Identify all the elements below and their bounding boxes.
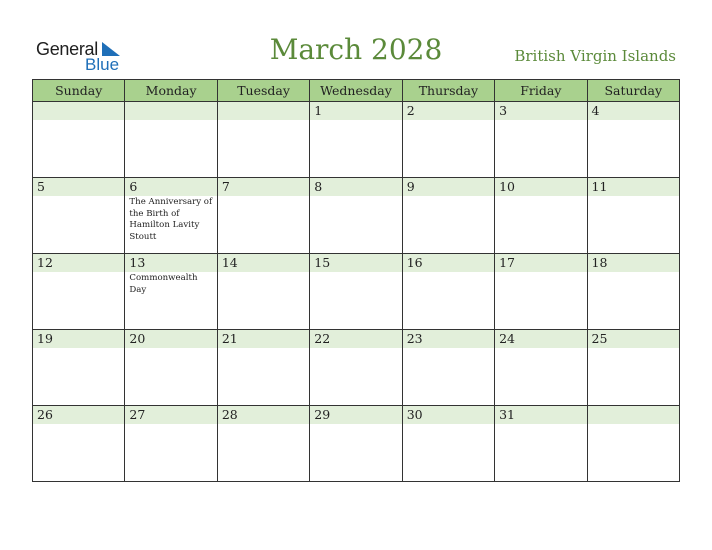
day-cell <box>495 102 587 178</box>
week-row <box>33 254 680 330</box>
day-number: 14 <box>218 254 309 272</box>
holiday-label <box>33 196 124 197</box>
calendar-grid <box>32 79 680 482</box>
day-cell <box>402 406 494 482</box>
holiday-label <box>310 424 401 425</box>
holiday-label <box>588 424 679 425</box>
day-number: 2 <box>403 102 494 120</box>
weekday-header-row <box>33 80 680 102</box>
day-cell <box>587 330 679 406</box>
day-number: 8 <box>310 178 401 196</box>
day-number: 9 <box>403 178 494 196</box>
holiday-label <box>218 196 309 197</box>
holiday-label <box>495 348 586 349</box>
holiday-label <box>33 120 124 121</box>
day-number: 15 <box>310 254 401 272</box>
day-cell <box>33 406 125 482</box>
holiday-label <box>310 196 401 197</box>
holiday-label <box>495 120 586 121</box>
region-label: British Virgin Islands <box>514 47 676 65</box>
holiday-label <box>218 348 309 349</box>
holiday-label <box>403 424 494 425</box>
logo-triangle-icon <box>100 42 120 56</box>
holiday-label <box>403 120 494 121</box>
day-cell <box>495 330 587 406</box>
day-number: 1 <box>310 102 401 120</box>
logo-text-general: General <box>36 39 98 59</box>
holiday-label <box>495 272 586 273</box>
day-number: 30 <box>403 406 494 424</box>
holiday-label <box>310 120 401 121</box>
day-cell <box>310 102 402 178</box>
holiday-label <box>310 272 401 273</box>
day-cell <box>217 330 309 406</box>
day-number: 27 <box>125 406 216 424</box>
holiday-label <box>403 348 494 349</box>
day-cell <box>402 178 494 254</box>
day-cell <box>33 178 125 254</box>
holiday-label <box>33 424 124 425</box>
day-cell <box>125 406 217 482</box>
holiday-label <box>403 196 494 197</box>
weekday-header-tuesday: Tuesday <box>217 80 309 102</box>
day-number: 18 <box>588 254 679 272</box>
holiday-label: Commonwealth Day <box>129 273 198 295</box>
day-cell <box>217 254 309 330</box>
page-title: March 2028 <box>269 33 443 66</box>
day-number <box>588 406 679 424</box>
week-row <box>33 406 680 482</box>
day-number: 17 <box>495 254 586 272</box>
weekday-header-saturday: Saturday <box>587 80 679 102</box>
day-number: 24 <box>495 330 586 348</box>
day-number: 21 <box>218 330 309 348</box>
day-cell <box>587 254 679 330</box>
day-number: 26 <box>33 406 124 424</box>
holiday-label: The Anniversary of the Birth of Hamilton Lavity Stoutt <box>129 197 213 242</box>
day-number: 7 <box>218 178 309 196</box>
day-cell <box>495 178 587 254</box>
day-number: 5 <box>33 178 124 196</box>
day-cell <box>217 406 309 482</box>
holiday-label <box>125 348 216 349</box>
day-number <box>125 102 216 120</box>
day-cell <box>495 406 587 482</box>
day-number: 12 <box>33 254 124 272</box>
day-cell <box>587 178 679 254</box>
weekday-header-wednesday: Wednesday <box>310 80 402 102</box>
day-number: 31 <box>495 406 586 424</box>
day-number: 28 <box>218 406 309 424</box>
day-number: 19 <box>33 330 124 348</box>
holiday-label <box>125 424 216 425</box>
day-cell <box>587 102 679 178</box>
day-cell <box>125 330 217 406</box>
week-row <box>33 330 680 406</box>
logo-text-blue: Blue <box>85 55 120 74</box>
day-cell <box>217 102 309 178</box>
day-cell <box>310 330 402 406</box>
holiday-label <box>588 120 679 121</box>
day-cell <box>310 406 402 482</box>
holiday-label <box>495 424 586 425</box>
holiday-label <box>33 348 124 349</box>
day-number: 22 <box>310 330 401 348</box>
holiday-label <box>495 196 586 197</box>
day-number <box>218 102 309 120</box>
day-cell <box>125 254 217 330</box>
holiday-label <box>125 120 216 121</box>
day-number: 20 <box>125 330 216 348</box>
weekday-header-friday: Friday <box>495 80 587 102</box>
day-cell <box>495 254 587 330</box>
holiday-label <box>403 272 494 273</box>
day-number: 3 <box>495 102 586 120</box>
day-cell <box>310 254 402 330</box>
day-cell <box>125 102 217 178</box>
day-number: 6 <box>125 178 216 196</box>
holiday-label <box>33 272 124 273</box>
day-number: 13 <box>125 254 216 272</box>
holiday-label <box>310 348 401 349</box>
day-number: 16 <box>403 254 494 272</box>
weekday-header-sunday: Sunday <box>33 80 125 102</box>
day-cell <box>402 330 494 406</box>
weekday-header-thursday: Thursday <box>402 80 494 102</box>
day-cell <box>33 254 125 330</box>
week-row <box>33 178 680 254</box>
holiday-label <box>218 424 309 425</box>
holiday-label <box>588 196 679 197</box>
holiday-label <box>588 272 679 273</box>
day-cell <box>587 406 679 482</box>
day-cell <box>33 330 125 406</box>
day-cell <box>402 254 494 330</box>
weekday-header-monday: Monday <box>125 80 217 102</box>
day-number: 25 <box>588 330 679 348</box>
holiday-label <box>588 348 679 349</box>
week-row <box>33 102 680 178</box>
holiday-label <box>218 120 309 121</box>
day-cell <box>125 178 217 254</box>
day-number: 10 <box>495 178 586 196</box>
day-number: 4 <box>588 102 679 120</box>
day-number: 11 <box>588 178 679 196</box>
holiday-label <box>218 272 309 273</box>
day-cell <box>33 102 125 178</box>
day-number <box>33 102 124 120</box>
day-cell <box>217 178 309 254</box>
day-number: 29 <box>310 406 401 424</box>
day-cell <box>310 178 402 254</box>
generalblue-logo <box>36 40 131 74</box>
day-number: 23 <box>403 330 494 348</box>
day-cell <box>402 102 494 178</box>
